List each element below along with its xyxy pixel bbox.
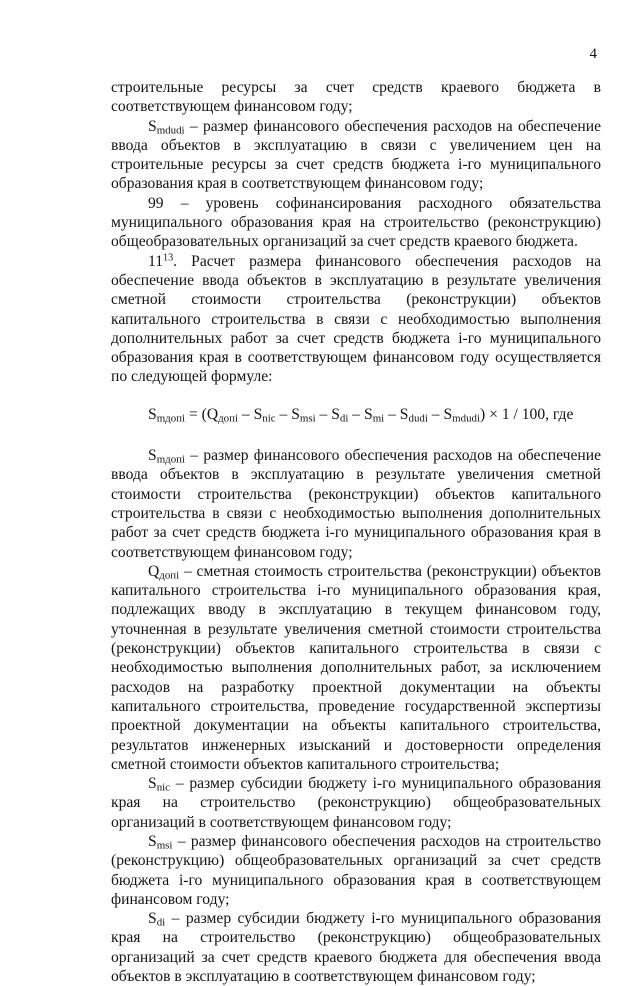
formula-lhs: S [148, 405, 157, 423]
formula-term-sub: mdudi [452, 412, 481, 425]
formula-eq: = ( [185, 405, 207, 423]
formula-term-sub: mi [372, 412, 385, 425]
paragraph-4 [111, 446, 601, 562]
paragraph-3-text: . Расчет размера финансового обеспечения расходов на обеспечение ввода объектов в эксплуатацию в результате увеличения сметной стоимости строительства (реконструкции) объектов капитального строительства в связи с необходимостью выполнения дополнительных работ за счет средств бюджета i-го муниципального образования края в соответствующем финансовом году осуществляется по следующей формуле: [111, 252, 601, 386]
paragraph-2-text: 99 – уровень софинансирования расходного обязательства муниципального образования края на строительство (реконструкцию) общеобразовательных организаций за счет средств краевого бюджета. [111, 194, 601, 251]
formula-term-sub: di [339, 412, 349, 425]
formula-q: Q [206, 405, 219, 423]
term-symbol: Q [148, 562, 160, 580]
term-symbol: S [148, 910, 157, 928]
paragraph-1 [111, 117, 601, 194]
formula-term-sub: msi [299, 412, 316, 425]
paragraph-5 [111, 562, 601, 774]
formula-lhs-sub: mдопi [156, 412, 186, 425]
paragraph-0 [111, 78, 601, 117]
paragraph-6-text: – размер субсидии бюджету i-го муниципального образования края на строительство (реконструкцию) общеобразовательных организаций в соответствующем финансовом году; [111, 775, 601, 831]
formula-term: – S [384, 405, 409, 423]
paragraph-8 [111, 909, 601, 986]
formula-term: – S [348, 405, 373, 423]
formula-term-sub: dudi [408, 412, 428, 425]
formula-term: – S [237, 405, 263, 423]
clause-superscript: 13 [163, 252, 174, 264]
paragraph-7 [111, 832, 601, 909]
formula-tail: ) × 1 / 100, где [480, 405, 574, 423]
page-number: 4 [589, 46, 597, 62]
paragraph-8-text: – размер субсидии бюджету i-го муниципального образования края на строительство (реконструкцию) общеобразовательных организаций за счет средств краевого бюджета для обеспечения ввода объектов в эксплуатацию в соответствующем финансовом году; [111, 910, 601, 986]
term-subscript: nic [156, 781, 171, 794]
paragraph-7-text: – размер финансового обеспечения расходов на строительство (реконструкцию) общеобразовательных организаций за счет средств бюджета i-го муниципального образования края в соответствующем финансовом году; [111, 832, 601, 908]
formula-q-sub: допi [218, 412, 238, 425]
term-symbol: S [148, 447, 157, 465]
clause-number: 11 [148, 252, 164, 270]
formula-term: – S [427, 405, 453, 423]
term-symbol: S [148, 117, 157, 135]
formula-term: – S [315, 405, 340, 423]
term-subscript: допi [159, 569, 180, 582]
formula-term-sub: nic [262, 412, 276, 425]
term-subscript: di [156, 916, 166, 929]
paragraph-2 [111, 194, 601, 252]
paragraph-6 [111, 774, 601, 832]
document-body [111, 78, 601, 986]
term-subscript: mдопi [156, 453, 186, 466]
paragraph-3 [111, 252, 601, 387]
term-subscript: mdudi [156, 124, 185, 137]
formula-term: – S [275, 405, 300, 423]
formula [148, 405, 601, 424]
term-symbol: S [148, 775, 157, 793]
paragraph-1-text: – размер финансового обеспечения расходов на обеспечение ввода объектов в эксплуатацию в связи с увеличением цен на строительные ресурсы за счет средств бюджета i-го муниципального образования края в соответствующем финансовом году; [111, 117, 601, 193]
term-symbol: S [148, 832, 157, 850]
term-subscript: msi [156, 839, 173, 852]
paragraph-0-text: строительные ресурсы за счет средств краевого бюджета в соответствующем финансовом году; [111, 79, 601, 116]
paragraph-5-text: – сметная стоимость строительства (реконструкции) объектов капитального строительства i-го муниципального образования края, подлежащих вводу в эксплуатацию в текущем финансовом году, уточненная в результате увеличения сметной стоимости строительства (реконструкции) объектов капитального строительства в связи с необходимостью выполнения дополнительных работ, за исключением расходов на разработку проектной документации на объекты капитального строительства, проведение государственной экспертизы проектной документации на объекты капитального строительства, результатов инженерных изысканий и достоверности определения сметной стоимости объектов капитального строительства; [111, 562, 601, 773]
paragraph-4-text: – размер финансового обеспечения расходов на обеспечение ввода объектов в эксплуатацию в результате увеличения сметной стоимости строительства (реконструкции) объектов капитального строительства в связи с необходимостью выполнения дополнительных работ за счет средств бюджета i-го муниципального образования края в соответствующем финансовом году; [111, 447, 601, 561]
